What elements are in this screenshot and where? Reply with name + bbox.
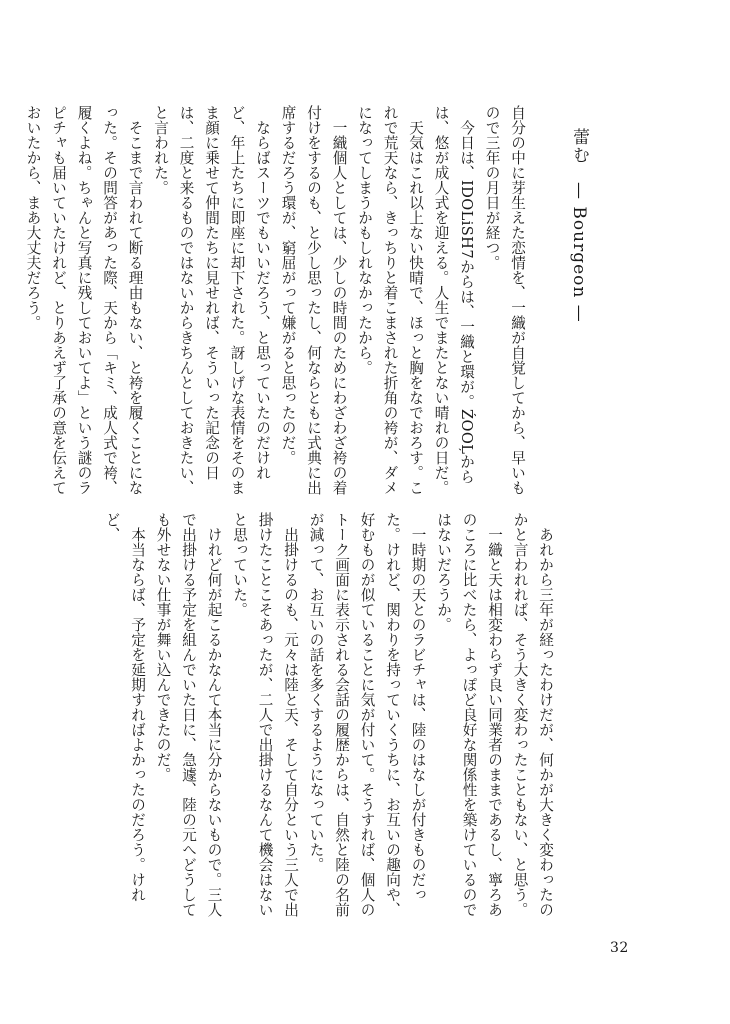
paragraph: 自分の中に芽生えた恋情を、一織が自覚してから、早いもので三年の月日が経つ。	[483, 105, 526, 495]
paragraph: そこまで言われて断る理由もない、と袴を履くことになった。その問答があった際、天から「キミ、成人式で袴、履くよね。ちゃんと写真に残しておいてよ」という謎のラピチャも届いていたけれど、とりあえず了承の意を伝えておいたから、まあ大丈夫だろう。	[24, 105, 144, 495]
paragraph: 本当ならば、予定を延期すればよかったのだろう。けれど、	[103, 512, 146, 902]
lower-text-block	[103, 512, 558, 927]
paragraph: 出掛けるのも、元々は陸と天、そして自分という三人で出掛けたことこそあったが、二人で出掛けるなんて機会はないと思っていた。	[231, 512, 299, 917]
paragraph: けれど何が起こるかなんて本当に分からないもので。三人で出掛ける予定を組んでいた日に、急遽、陸の元へどうしても外せない仕事が舞い込んできたのだ。	[154, 512, 223, 917]
paragraph: 一織個人としては、少しの時間のためにわざわざ袴の着付けをするのも、と少し思ったし、何ならともに式典に出席するだろう環が、窮屈がって嫌がると思ったのだ。	[279, 105, 348, 495]
paragraph: 一織と天は相変わらず良い同業者のままであるし、寧ろあのころに比べたら、よっぽど良好な関係性を築けているのではないだろうか。	[435, 512, 503, 917]
paragraph: 天気はこれ以上ない快晴で、ほっと胸をなでおろす。これで荒天なら、きっちりと着こまされた折角の袴が、ダメになってしまうかもしれなかったから。	[356, 105, 424, 495]
paragraph: 一時期の天とのラビチャは、陸のはなしが付きものだった。けれど、関わりを持っていくうちに、お互いの趣向や、好むものが似ていることに気が付いて。そうすれば、個人のトーク画面に表示される会話の履歴からは、自然と陸の名前が減って、お互いの話を多くするようになっていた。	[307, 512, 427, 917]
chapter-title: 蕾む — Bourgeon —	[569, 128, 589, 323]
paragraph: あれから三年が経ったわけだが、何かが大きく変わったのかと言われれば、そう大きく変わったこともない、と思う。	[511, 512, 554, 917]
paragraph: ならばスーツでもいいだろう、と思っていたのだけれど、年上たちに即座に却下された。訝しげな表情をそのまま顔に乗せて仲間たちに見せれば、そういった記念の日は、二度と来るものではないからきちんとしておきたい、と言われた。	[152, 105, 271, 495]
upper-text-block	[24, 105, 530, 497]
page-number: 32	[610, 940, 629, 956]
paragraph: 今日は、IDOLiSH7からは、一織と環が。ŹOOĻからは、悠が成人式を迎える。人生でまたとない晴れの日だ。	[432, 105, 475, 495]
